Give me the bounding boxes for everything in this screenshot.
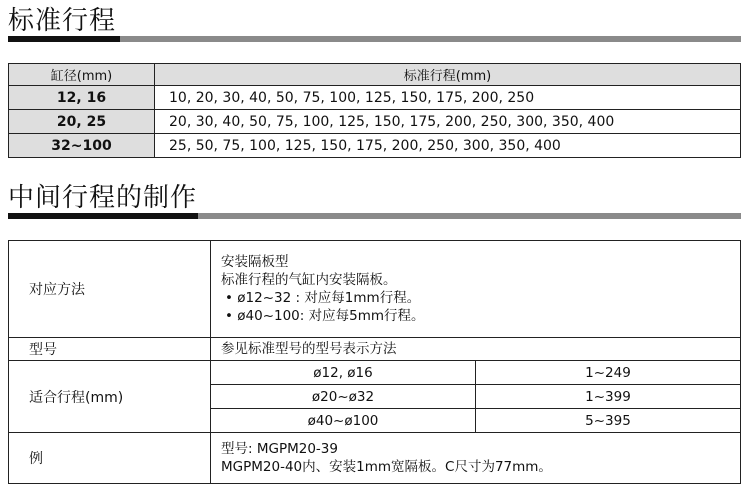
section-title-rule-accent: [8, 213, 198, 219]
applicable-range-cell: 1~249: [476, 361, 741, 385]
table-row: [9, 134, 741, 158]
row-label-example: 例: [9, 433, 211, 484]
table-row-applicable: [9, 361, 741, 385]
applicable-bore-cell: ø40~ø100: [211, 409, 476, 433]
table-row: [9, 110, 741, 134]
stroke-cell: 20, 30, 40, 50, 75, 100, 125, 150, 175, 200, 250, 300, 350, 400: [155, 110, 741, 134]
bore-cell: 32~100: [9, 134, 155, 158]
method-line: 标准行程的气缸内安装隔板。: [221, 272, 397, 288]
bore-cell: 12, 16: [9, 86, 155, 110]
stroke-cell: 25, 50, 75, 100, 125, 150, 175, 200, 250, 300, 350, 400: [155, 134, 741, 158]
example-line: MGPM20-40内、安装1mm宽隔板。C尺寸为77mm。: [221, 459, 552, 475]
method-line: • ø12~32 : 对应每1mm行程。: [225, 290, 421, 306]
standard-stroke-table: [8, 63, 741, 158]
bore-cell: 20, 25: [9, 110, 155, 134]
table-row: [9, 86, 741, 110]
example-line: 型号: MGPM20-39: [221, 441, 338, 457]
model-content: 参见标准型号的型号表示方法: [211, 338, 741, 361]
method-line: • ø40~100: 对应每5mm行程。: [225, 308, 425, 324]
column-header-bore: 缸径(mm): [9, 64, 155, 86]
table-row-method: [9, 241, 741, 338]
row-label-model: 型号: [9, 338, 211, 361]
applicable-range-cell: 1~399: [476, 385, 741, 409]
applicable-range-cell: 5~395: [476, 409, 741, 433]
section-title-intermediate-stroke: 中间行程的制作: [8, 183, 198, 213]
method-content: [211, 241, 741, 338]
column-header-stroke: 标准行程(mm): [155, 64, 741, 86]
example-content: [211, 433, 741, 484]
row-label-applicable-stroke: 适合行程(mm): [9, 361, 211, 433]
table-row-model: [9, 338, 741, 361]
table-header-row: [9, 64, 741, 86]
applicable-bore-cell: ø12, ø16: [211, 361, 476, 385]
section-title-rule-accent: [8, 36, 120, 42]
intermediate-stroke-table: [8, 240, 741, 484]
applicable-bore-cell: ø20~ø32: [211, 385, 476, 409]
row-label-method: 对应方法: [9, 241, 211, 338]
table-row-example: [9, 433, 741, 484]
stroke-cell: 10, 20, 30, 40, 50, 75, 100, 125, 150, 175, 200, 250: [155, 86, 741, 110]
method-line: 安装隔板型: [221, 254, 289, 270]
section-title-standard-stroke: 标准行程: [8, 6, 117, 36]
